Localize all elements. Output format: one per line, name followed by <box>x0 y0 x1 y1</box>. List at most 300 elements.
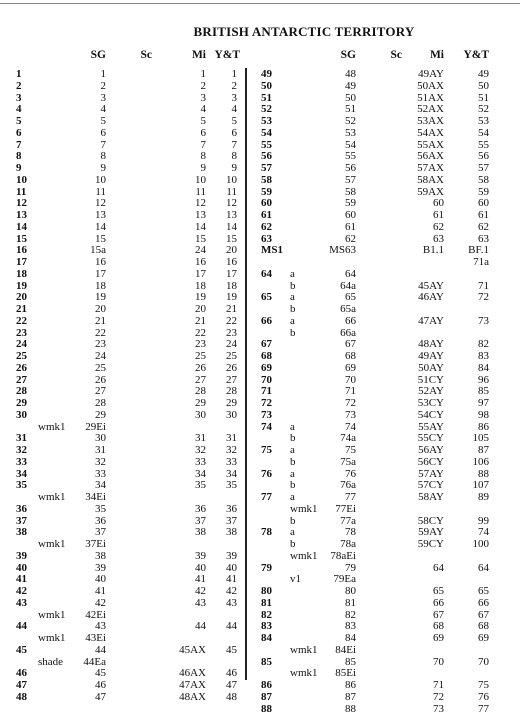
row-number: 40 <box>16 561 27 574</box>
mi-value: 29 <box>195 397 206 409</box>
row-sub: b <box>290 514 296 527</box>
sg-value: 22 <box>95 326 106 339</box>
mi-value: 22 <box>195 326 206 339</box>
sg-value: 75 <box>345 444 356 456</box>
sg-value: 83 <box>345 620 356 633</box>
yt-value: 19 <box>226 291 237 304</box>
row-number: 26 <box>16 361 27 374</box>
table-row <box>0 280 520 292</box>
sg-value: 44 <box>95 643 106 656</box>
sg-value: 6 <box>100 126 106 139</box>
row-number: 59 <box>261 185 272 198</box>
row-number: 69 <box>261 361 272 374</box>
mi-value: 7 <box>200 138 206 151</box>
header-mi-right: Mi <box>429 49 444 61</box>
row-number: 32 <box>16 444 27 456</box>
mi-value: 56AX <box>417 150 444 163</box>
mi-value: 50AX <box>417 79 444 92</box>
yt-value: 24 <box>226 338 237 351</box>
yt-value: 49 <box>478 68 489 80</box>
row-number: 50 <box>261 79 272 92</box>
yt-value: 50 <box>478 79 489 92</box>
table-row <box>0 162 520 174</box>
sg-value: 16 <box>95 256 106 268</box>
mi-value: 54AX <box>417 126 444 139</box>
sg-value: 25 <box>95 361 106 374</box>
mi-value: 32 <box>195 444 206 456</box>
table-row <box>0 573 520 585</box>
yt-value: 48 <box>226 690 237 703</box>
row-sub: b <box>290 279 296 292</box>
row-number: 15 <box>16 232 27 245</box>
sg-value: 34 <box>95 479 106 492</box>
row-number: 72 <box>261 397 272 409</box>
row-sub: b <box>290 479 296 492</box>
table-row <box>0 80 520 92</box>
yt-value: 51 <box>478 91 489 104</box>
mi-value: 47AX <box>179 679 206 691</box>
row-number: 12 <box>16 197 27 210</box>
row-number: 3 <box>16 91 22 104</box>
mi-value: 58AY <box>418 491 444 503</box>
row-number: 73 <box>261 408 272 421</box>
yt-value: 60 <box>478 197 489 210</box>
mi-value: 52AY <box>418 385 444 398</box>
sg-value: 30 <box>95 432 106 445</box>
table-row <box>0 362 520 374</box>
mi-value: 51CY <box>417 373 444 386</box>
mi-value: 69 <box>433 632 444 644</box>
mi-value: 5 <box>200 115 206 127</box>
mi-value: 57CY <box>417 479 444 492</box>
row-number: 54 <box>261 126 272 139</box>
yt-value: 73 <box>478 314 489 327</box>
sg-value: 37Ei <box>85 538 106 550</box>
yt-value: 2 <box>231 79 237 92</box>
yt-value: 31 <box>226 432 237 445</box>
yt-value: 82 <box>478 338 489 351</box>
yt-value: 70 <box>478 655 489 668</box>
mi-value: 63 <box>433 232 444 245</box>
sg-value: 2 <box>100 79 106 92</box>
sg-value: 24 <box>95 350 106 362</box>
sg-value: 71 <box>345 385 356 398</box>
row-number: 68 <box>261 350 272 362</box>
row-number: 66 <box>261 314 272 327</box>
row-number: 82 <box>261 608 272 621</box>
row-number: 28 <box>16 385 27 398</box>
table-row <box>0 468 520 480</box>
row-number: 51 <box>261 91 272 104</box>
table-row <box>0 409 520 421</box>
mi-value: 4 <box>200 103 206 116</box>
row-number: 60 <box>261 197 272 210</box>
table-row <box>0 691 520 703</box>
yt-value: 47 <box>226 679 237 691</box>
yt-value: 57 <box>478 162 489 174</box>
yt-value: 41 <box>226 573 237 586</box>
sg-value: 26 <box>95 373 106 386</box>
yt-value: 69 <box>478 632 489 644</box>
mi-value: 55CY <box>417 432 444 445</box>
header-sc-left: Sc <box>140 49 152 61</box>
sg-value: 78aEi <box>330 549 356 562</box>
mi-value: 28 <box>195 385 206 398</box>
mi-value: 55AX <box>417 138 444 151</box>
row-number: 58 <box>261 173 272 186</box>
yt-value: 59 <box>478 185 489 198</box>
table-row <box>0 385 520 397</box>
yt-value: 28 <box>226 385 237 398</box>
row-note: wmk1 <box>38 632 66 644</box>
header-yt-left: Y&T <box>214 49 240 61</box>
yt-value: 18 <box>226 279 237 292</box>
yt-value: 42 <box>226 585 237 597</box>
yt-value: 9 <box>231 162 237 174</box>
sg-value: 44Ea <box>83 655 106 668</box>
header-yt-right: Y&T <box>463 49 489 61</box>
table-row <box>0 491 520 503</box>
mi-value: 48AY <box>418 338 444 351</box>
yt-value: 15 <box>226 232 237 245</box>
row-note: wmk1 <box>38 538 66 550</box>
mi-value: 16 <box>195 256 206 268</box>
yt-value: 88 <box>478 467 489 480</box>
mi-value: 3 <box>200 91 206 104</box>
sg-value: 27 <box>95 385 106 398</box>
row-number: 25 <box>16 350 27 362</box>
row-number: 79 <box>261 561 272 574</box>
row-number: 57 <box>261 162 272 174</box>
mi-value: 21 <box>195 314 206 327</box>
row-number: 27 <box>16 373 27 386</box>
mi-value: 43 <box>195 596 206 609</box>
mi-value: 1 <box>200 68 206 80</box>
row-number: 4 <box>16 103 22 116</box>
yt-value: 107 <box>472 479 489 492</box>
sg-value: 29Ei <box>85 420 106 433</box>
mi-value: 8 <box>200 150 206 163</box>
sg-value: 14 <box>95 220 106 233</box>
row-note: wmk1 <box>38 491 66 503</box>
sg-value: 19 <box>95 291 106 304</box>
row-number: 8 <box>16 150 22 163</box>
yt-value: 29 <box>226 397 237 409</box>
table-row <box>0 303 520 315</box>
sg-value: 72 <box>345 397 356 409</box>
row-number: 55 <box>261 138 272 151</box>
mi-value: 73 <box>433 702 444 715</box>
row-number: 36 <box>16 502 27 515</box>
yt-value: 21 <box>226 303 237 315</box>
row-sub: a <box>290 267 295 280</box>
sg-value: 7 <box>100 138 106 151</box>
mi-value: 18 <box>195 279 206 292</box>
yt-value: 56 <box>478 150 489 163</box>
sg-value: 39 <box>95 561 106 574</box>
sg-value: 10 <box>95 173 106 186</box>
row-sub: b <box>290 538 296 550</box>
sg-value: 45 <box>95 667 106 680</box>
sg-value: 66a <box>340 326 356 339</box>
yt-value: 62 <box>478 220 489 233</box>
mi-value: 46AY <box>418 291 444 304</box>
table-row <box>0 103 520 115</box>
table-row <box>0 667 520 679</box>
sg-value: 53 <box>345 126 356 139</box>
sg-value: 3 <box>100 91 106 104</box>
sg-value: 80 <box>345 585 356 597</box>
mi-value: 50AY <box>418 361 444 374</box>
sg-value: 64 <box>345 267 356 280</box>
row-number: 10 <box>16 173 27 186</box>
sg-value: 78a <box>340 538 356 550</box>
yt-value: 27 <box>226 373 237 386</box>
row-number: 30 <box>16 408 27 421</box>
row-number: 43 <box>16 596 27 609</box>
mi-value: 26 <box>195 361 206 374</box>
yt-value: 71a <box>473 256 489 268</box>
sg-value: 74 <box>345 420 356 433</box>
yt-value: 65 <box>478 585 489 597</box>
row-number: 14 <box>16 220 27 233</box>
yt-value: 4 <box>231 103 237 116</box>
table-row <box>0 515 520 527</box>
sg-value: 49 <box>345 79 356 92</box>
row-number: 85 <box>261 655 272 668</box>
sg-value: 59 <box>345 197 356 210</box>
sg-value: 52 <box>345 115 356 127</box>
table-row <box>0 503 520 515</box>
mi-value: 38 <box>195 526 206 539</box>
sg-value: 43 <box>95 620 106 633</box>
sg-value: 57 <box>345 173 356 186</box>
yt-value: 67 <box>478 608 489 621</box>
yt-value: 72 <box>478 291 489 304</box>
row-sub: a <box>290 291 295 304</box>
sg-value: 33 <box>95 467 106 480</box>
row-number: 75 <box>261 444 272 456</box>
row-number: 35 <box>16 479 27 492</box>
yt-value: 7 <box>231 138 237 151</box>
row-number: 80 <box>261 585 272 597</box>
mi-value: 46AX <box>179 667 206 680</box>
sg-value: 65 <box>345 291 356 304</box>
row-number: 20 <box>16 291 27 304</box>
mi-value: 41 <box>195 573 206 586</box>
sg-value: 32 <box>95 455 106 468</box>
table-row <box>0 139 520 151</box>
row-number: 48 <box>16 690 27 703</box>
row-number: 52 <box>261 103 272 116</box>
mi-value: 9 <box>200 162 206 174</box>
header-mi-left: Mi <box>191 49 206 61</box>
row-number: 84 <box>261 632 272 644</box>
row-note: wmk1 <box>38 420 66 433</box>
sg-value: 64a <box>340 279 356 292</box>
table-row <box>0 632 520 644</box>
table-row <box>0 620 520 632</box>
mi-value: 62 <box>433 220 444 233</box>
table-row <box>0 479 520 491</box>
yt-value: 36 <box>226 502 237 515</box>
row-number: 22 <box>16 314 27 327</box>
mi-value: 36 <box>195 502 206 515</box>
mi-value: 33 <box>195 455 206 468</box>
yt-value: 38 <box>226 526 237 539</box>
row-number: 9 <box>16 162 22 174</box>
table-row <box>0 644 520 656</box>
sg-value: 70 <box>345 373 356 386</box>
row-number: 46 <box>16 667 27 680</box>
mi-value: 51AX <box>417 91 444 104</box>
sg-value: 86 <box>345 679 356 691</box>
sg-value: 68 <box>345 350 356 362</box>
row-number: 29 <box>16 397 27 409</box>
yt-value: 87 <box>478 444 489 456</box>
yt-value: 35 <box>226 479 237 492</box>
sg-value: 88 <box>345 702 356 715</box>
sg-value: 56 <box>345 162 356 174</box>
yt-value: 46 <box>226 667 237 680</box>
yt-value: 25 <box>226 350 237 362</box>
sg-value: 41 <box>95 585 106 597</box>
yt-value: 16 <box>226 256 237 268</box>
table-row <box>0 585 520 597</box>
sg-value: 77 <box>345 491 356 503</box>
mi-value: 65 <box>433 585 444 597</box>
table-row <box>0 432 520 444</box>
yt-value: 77 <box>478 702 489 715</box>
yt-value: 98 <box>478 408 489 421</box>
row-number: 31 <box>16 432 27 445</box>
yt-value: 13 <box>226 209 237 221</box>
row-sub: b <box>290 326 296 339</box>
table-row <box>0 421 520 433</box>
yt-value: 68 <box>478 620 489 633</box>
row-number: 37 <box>16 514 27 527</box>
row-number: 41 <box>16 573 27 586</box>
sg-value: 12 <box>95 197 106 210</box>
sg-value: 47 <box>95 690 106 703</box>
row-note: wmk1 <box>290 549 318 562</box>
yt-value: 89 <box>478 491 489 503</box>
mi-value: 68 <box>433 620 444 633</box>
yt-value: 17 <box>226 267 237 280</box>
mi-value: 72 <box>433 690 444 703</box>
sg-value: 79 <box>345 561 356 574</box>
mi-value: 20 <box>195 303 206 315</box>
yt-value: 45 <box>226 643 237 656</box>
sg-value: 78 <box>345 526 356 539</box>
yt-value: 23 <box>226 326 237 339</box>
table-row <box>0 150 520 162</box>
yt-value: 64 <box>478 561 489 574</box>
sg-value: 34Ei <box>85 491 106 503</box>
mi-value: 2 <box>200 79 206 92</box>
sg-value: 55 <box>345 150 356 163</box>
sg-value: 54 <box>345 138 356 151</box>
mi-value: 42 <box>195 585 206 597</box>
table-row <box>0 197 520 209</box>
yt-value: 32 <box>226 444 237 456</box>
mi-value: 59AY <box>418 526 444 539</box>
mi-value: 54CY <box>417 408 444 421</box>
table-row <box>0 68 520 80</box>
sg-value: 84 <box>345 632 356 644</box>
sg-value: 62 <box>345 232 356 245</box>
row-number: 65 <box>261 291 272 304</box>
mi-value: 27 <box>195 373 206 386</box>
sg-value: 85Ei <box>335 667 356 680</box>
sg-value: 66 <box>345 314 356 327</box>
row-number: 76 <box>261 467 272 480</box>
table-row <box>0 291 520 303</box>
yt-value: 99 <box>478 514 489 527</box>
yt-value: 76 <box>478 690 489 703</box>
yt-value: 74 <box>478 526 489 539</box>
mi-value: 49AY <box>418 350 444 362</box>
mi-value: 59CY <box>417 538 444 550</box>
mi-value: 44 <box>195 620 206 633</box>
row-number: 21 <box>16 303 27 315</box>
table-row <box>0 327 520 339</box>
table-row <box>0 444 520 456</box>
row-number: 38 <box>16 526 27 539</box>
sg-value: 51 <box>345 103 356 116</box>
mi-value: 11 <box>195 185 206 198</box>
row-number: MS1 <box>261 244 283 257</box>
sg-value: 50 <box>345 91 356 104</box>
row-number: 88 <box>261 702 272 715</box>
row-sub: a <box>290 467 295 480</box>
sg-value: 17 <box>95 267 106 280</box>
sg-value: 82 <box>345 608 356 621</box>
row-number: 33 <box>16 455 27 468</box>
sg-value: 4 <box>100 103 106 116</box>
mi-value: 35 <box>195 479 206 492</box>
row-number: 11 <box>16 185 27 198</box>
yt-value: 84 <box>478 361 489 374</box>
yt-value: 6 <box>231 126 237 139</box>
yt-value: 66 <box>478 596 489 609</box>
yt-value: 53 <box>478 115 489 127</box>
row-number: 87 <box>261 690 272 703</box>
yt-value: 55 <box>478 138 489 151</box>
mi-value: 64 <box>433 561 444 574</box>
row-number: 34 <box>16 467 27 480</box>
table-row <box>0 338 520 350</box>
sg-value: 77Ei <box>335 502 356 515</box>
row-note: wmk1 <box>290 502 318 515</box>
row-note: wmk1 <box>38 608 66 621</box>
yt-value: 100 <box>472 538 489 550</box>
table-row <box>0 268 520 280</box>
mi-value: 60 <box>433 197 444 210</box>
mi-value: 14 <box>195 220 206 233</box>
mi-value: 6 <box>200 126 206 139</box>
row-number: 71 <box>261 385 272 398</box>
sg-value: 76a <box>340 479 356 492</box>
sg-value: 37 <box>95 526 106 539</box>
table-row <box>0 526 520 538</box>
mi-value: 53CY <box>417 397 444 409</box>
mi-value: 52AX <box>417 103 444 116</box>
mi-value: 56CY <box>417 455 444 468</box>
mi-value: 40 <box>195 561 206 574</box>
table-row <box>0 209 520 221</box>
sg-value: 87 <box>345 690 356 703</box>
